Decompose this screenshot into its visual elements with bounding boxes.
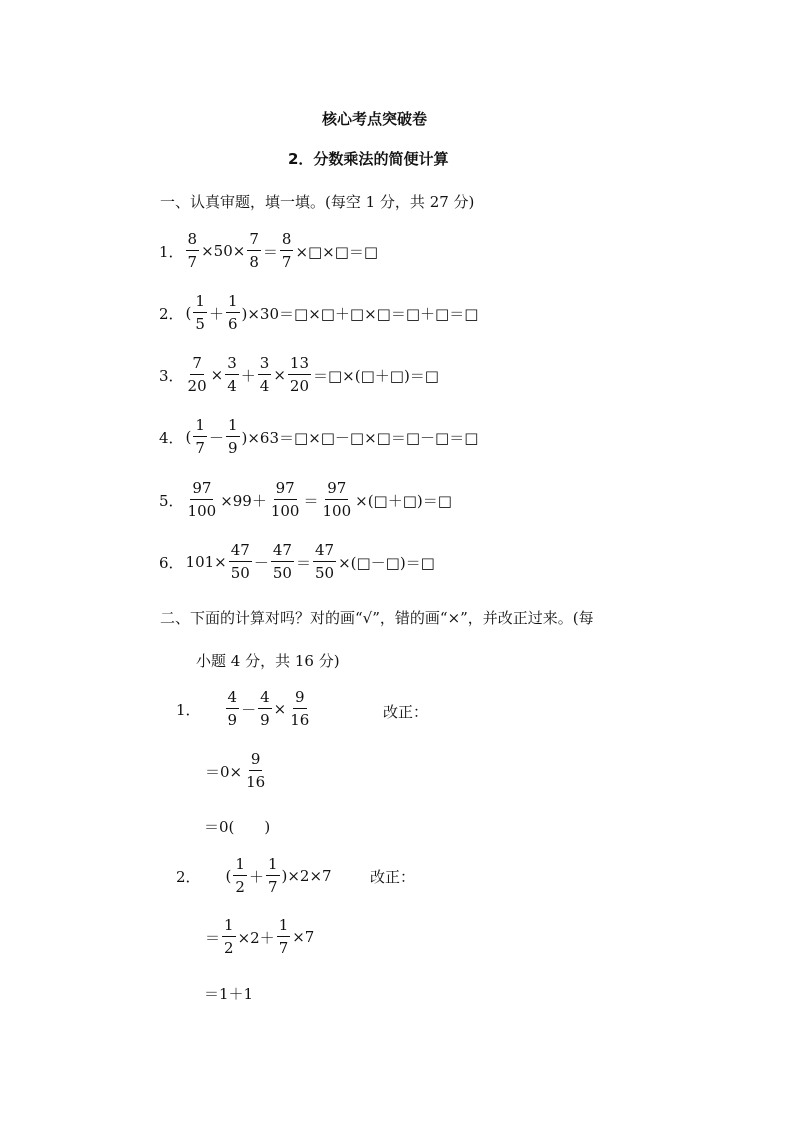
question-1 [158, 232, 379, 270]
section2-heading-line1: 二、下面的计算对吗？对的画“√”，错的画“×”，并改正过来。(每 [160, 609, 594, 627]
denominator: 16 [246, 773, 266, 791]
expression-text: ×□×□＝□ [295, 242, 379, 261]
problem-1-step-1 [204, 752, 268, 790]
denominator: 2 [235, 878, 245, 896]
denominator: 20 [289, 377, 309, 395]
question-2 [158, 294, 479, 332]
numerator: 8 [280, 232, 294, 251]
numerator: 13 [288, 356, 311, 375]
question-number: 3． [159, 366, 184, 385]
fraction [288, 356, 311, 394]
fraction [321, 481, 354, 519]
section1-heading: 一、认真审题，填一填。(每空 1 分，共 27 分) [160, 193, 475, 211]
fraction [233, 857, 247, 895]
fraction [226, 418, 240, 456]
fraction [271, 543, 294, 581]
expression-text: ＝□×(□＋□)＝□ [313, 366, 439, 385]
expression-text: )×63＝□×□－□×□＝□－□＝□ [241, 428, 479, 447]
expression-text: ＝ [303, 491, 319, 510]
numerator: 47 [313, 543, 336, 562]
denominator: 6 [227, 315, 238, 333]
expression-text: × [210, 366, 224, 384]
page-title: 核心考点突破卷 [322, 110, 428, 128]
expression-text: )×2×7 [281, 867, 332, 885]
fraction [225, 356, 239, 394]
question-6 [158, 543, 436, 581]
expression-text: ×2＋ [237, 928, 275, 947]
numerator: 47 [271, 543, 294, 562]
fraction [229, 543, 252, 581]
denominator: 9 [227, 439, 238, 457]
numerator: 3 [225, 356, 239, 375]
expression-text: ×50× [201, 242, 246, 260]
numerator: 1 [233, 857, 247, 876]
numerator: 1 [226, 294, 240, 313]
numerator: 1 [226, 418, 240, 437]
question-5 [158, 481, 453, 519]
denominator: 7 [281, 253, 292, 271]
problem-2-step-1 [204, 918, 315, 956]
denominator: 16 [290, 711, 310, 729]
denominator: 8 [249, 253, 259, 271]
denominator: 7 [195, 439, 205, 457]
numerator: 97 [325, 481, 348, 500]
denominator: 100 [187, 502, 217, 520]
denominator: 4 [259, 377, 270, 395]
expression-text: － [253, 553, 269, 572]
fraction [226, 294, 240, 332]
denominator: 50 [230, 564, 250, 582]
denominator: 7 [267, 878, 278, 896]
expression-text: × [273, 700, 287, 718]
denominator: 100 [322, 502, 352, 520]
question-number: 1． [176, 700, 201, 719]
numerator: 1 [193, 294, 207, 313]
expression-text: ＋ [240, 366, 256, 385]
expression-text: ＝0× [205, 762, 243, 781]
fraction [258, 690, 272, 728]
numerator: 4 [226, 690, 240, 709]
expression-text: × [273, 366, 286, 384]
expression-text: ＋ [248, 867, 264, 886]
fraction [288, 690, 311, 728]
question-number: 1． [159, 242, 184, 261]
numerator: 1 [266, 857, 280, 876]
expression-text: － [241, 700, 257, 719]
numerator: 47 [229, 543, 252, 562]
denominator: 7 [278, 939, 289, 957]
denominator: 5 [195, 315, 205, 333]
numerator: 7 [190, 356, 204, 375]
fraction [222, 918, 236, 956]
fraction [280, 232, 294, 270]
question-number: 2． [176, 867, 201, 886]
fraction [186, 356, 209, 394]
expression-text: ＋ [208, 304, 224, 323]
problem-1-step-2: ＝0( ) [204, 818, 271, 836]
numerator: 97 [274, 481, 297, 500]
denominator: 9 [260, 711, 270, 729]
fraction [226, 690, 240, 728]
fraction [269, 481, 302, 519]
problem-2-step-2: ＝1＋1 [204, 985, 254, 1003]
numerator: 8 [186, 232, 200, 251]
denominator: 50 [272, 564, 292, 582]
expression-text: ＝ [262, 242, 278, 261]
denominator: 9 [227, 711, 238, 729]
fraction [193, 294, 207, 332]
fraction [186, 232, 200, 270]
problem-2 [175, 857, 333, 895]
numerator: 4 [258, 690, 272, 709]
question-number: 2． [159, 304, 184, 323]
numerator: 1 [193, 418, 207, 437]
numerator: 9 [293, 690, 307, 709]
fraction [244, 752, 267, 790]
correction-label: 改正： [383, 703, 429, 721]
question-4 [158, 418, 479, 456]
denominator: 2 [224, 939, 234, 957]
expression-text: ×99＋ [220, 491, 267, 510]
expression-text: － [208, 428, 224, 447]
fraction [313, 543, 336, 581]
expression-text: ( [185, 428, 192, 446]
numerator: 1 [222, 918, 236, 937]
expression-text: ×7 [292, 928, 315, 946]
expression-text: ＝ [205, 928, 221, 947]
denominator: 4 [227, 377, 237, 395]
fraction [277, 918, 291, 956]
expression-text: ×(□－□)＝□ [338, 553, 435, 572]
denominator: 50 [314, 564, 335, 582]
question-3 [158, 356, 440, 394]
denominator: 100 [270, 502, 300, 520]
expression-text: ＝ [295, 553, 311, 572]
fraction [258, 356, 272, 394]
fraction [193, 418, 207, 456]
expression-text: ( [225, 867, 232, 885]
denominator: 7 [187, 253, 198, 271]
numerator: 7 [247, 232, 261, 251]
section2-heading-line2: 小题 4 分，共 16 分) [196, 652, 340, 670]
numerator: 3 [258, 356, 272, 375]
numerator: 1 [277, 918, 291, 937]
fraction [186, 481, 219, 519]
expression-text: 101× [185, 553, 227, 571]
question-number: 6． [159, 553, 184, 572]
problem-1 [175, 690, 312, 728]
question-number: 4． [159, 428, 184, 447]
fraction [247, 232, 261, 270]
correction-label: 改正： [370, 868, 416, 886]
page-subtitle: 2．分数乘法的简便计算 [288, 150, 449, 168]
fraction [266, 857, 280, 895]
denominator: 20 [187, 377, 207, 395]
numerator: 97 [190, 481, 213, 500]
expression-text: ( [185, 304, 192, 322]
expression-text: ×(□＋□)＝□ [355, 491, 452, 510]
numerator: 9 [249, 752, 263, 771]
question-number: 5． [159, 491, 184, 510]
expression-text: )×30＝□×□＋□×□＝□＋□＝□ [241, 304, 479, 323]
